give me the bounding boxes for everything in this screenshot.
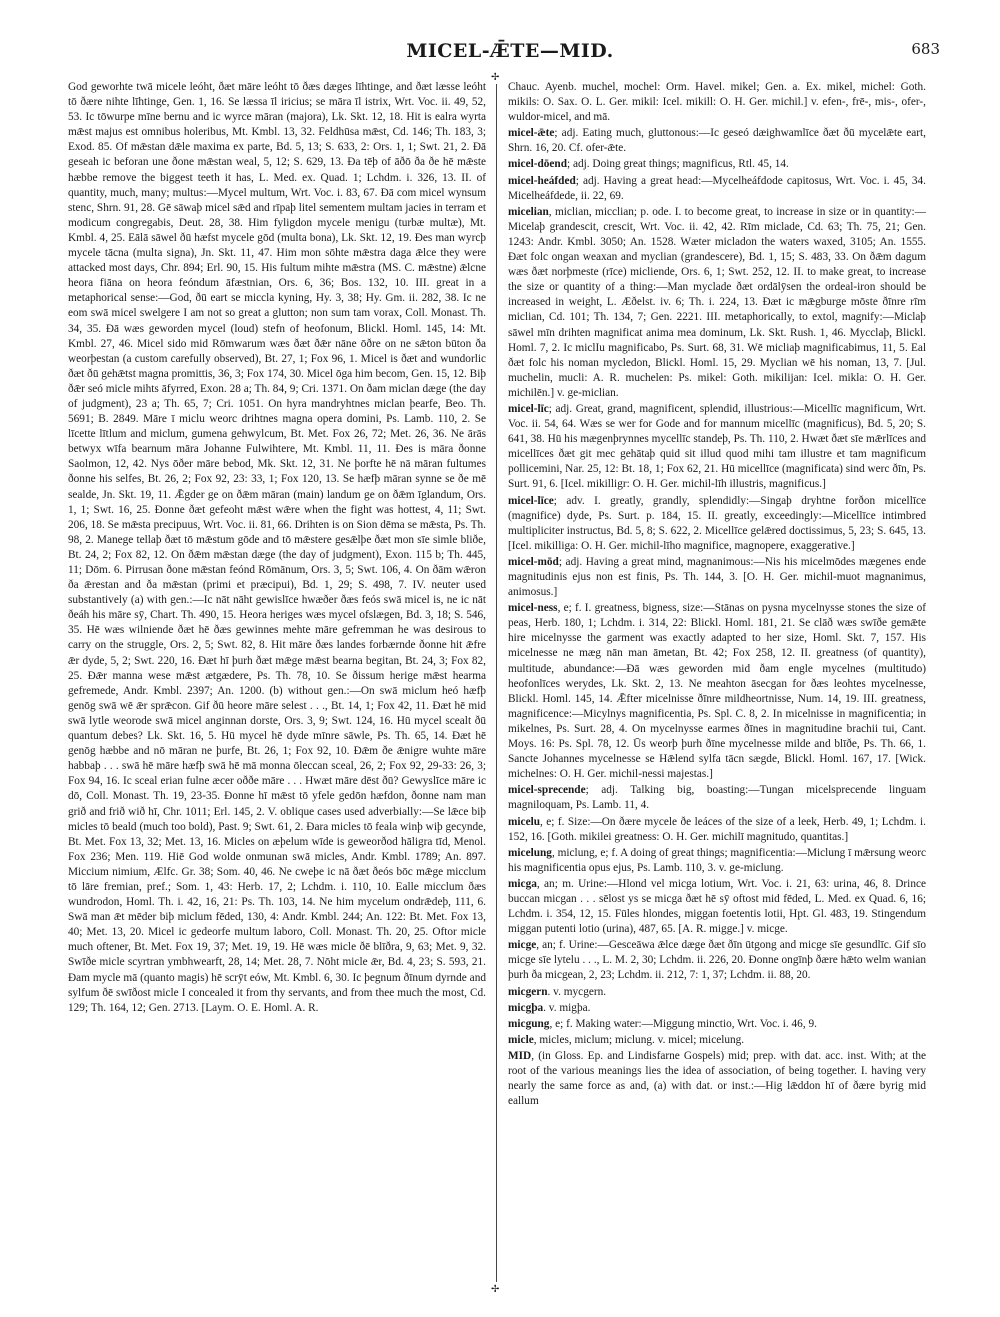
headword: micel-ness [508,602,558,615]
right-column [508,80,926,1288]
headword: micel-dōend [508,158,567,171]
headword: micel-ǣte [508,127,555,140]
headword: micelian [508,205,549,218]
headword: micga [508,877,537,890]
entry-mid: MID, (in Gloss. Ep. and Lindisfarne Gospels) mid; prep. with dat. acc. inst. With; at the root of the various meanings lies the idea of association, of being together. I. having very nearly the same force as and, (a) with dat. or inst.:—Hig lǣddon hī of ðære byrig mid eallum [508,1049,926,1108]
entry-continuation: Chauc. Ayenb. muchel, mochel: Orm. Havel. mikel; Gen. a. Ex. mikel, michel: Goth. mikils: O. Sax. O. L. Ger. mikil: Icel. mikill: O. H. Ger. michil.] v. efen-, frē-, mis-, ofer-, wuldor-micel, and mā. [508,81,926,124]
page-header [60,40,960,70]
headword: micgung [508,1017,550,1030]
headword: MID [508,1049,532,1062]
entry-micel-heafded: micel-heáfded; adj. Having a great head:—Mycelheáfdode capitosus, Wrt. Voc. i. 45, 34. Micelheáfdede, ii. 22, 69. [508,174,926,202]
entry-micge: micge, an; f. Urine:—Gesceāwa ǣlce dæge ðæt ðīn ūtgong and micge sīe gesundlīc. Gif sīo micge sīe lytelu . . ., L. M. 2, 30; Lchdm. ii. 226, 20. Ðonne ongīnþ ðære hǣto welm wanian þurh ða micgean, 2, 23; Lchdm. ii. 212, 7: 1, 37; Lchdm. ii. 88, 20. [508,939,926,982]
entry-micle: micle, micles, miclum; miclung. v. micel; micelung. [508,1033,745,1046]
entry-micgern: micgern. v. mycgern. [508,985,607,998]
headword: micle [508,1033,534,1046]
page-number: 683 [911,40,940,58]
entry-micga: micga, an; m. Urine:—Hlond vel micga lotium, Wrt. Voc. i. 21, 63: urina, 46, 8. Drince buccan micgan . . . sēlost ys se micga ðæt hē sȳ oftost mid fēded, L. Med. ex Quad. 6, 16; Lchdm. i. 354, 12, 15. Fūles hlondes, miggan foetentis lotii, Hpt. Gl. 483, 19. Stingendum miggan putenti lotio (urina), 487, 65. [A. R. migge.] v. micge. [508,877,926,936]
headword: micel-mōd [508,555,559,568]
headword: micelu [508,815,540,828]
headword: micel-sprecende [508,784,586,797]
entry-micel-lice: micel-līce; adv. I. greatly, grandly, splendidly:—Singaþ dryhtne forðon micellīce (magnifice) dyde, Ps. Surt. p. 184, 15. II. greatly, exceedingly:—Micellīce intimbred multipliciter instructus, Bd. 5, 8; S. 622, 2. Micellīce gelǣred doctissimus, 5, 23; S. 645, 13. [Icel. mikilliga: O. H. Ger. michil-līho magnifice, magnopere, exaggerative.] [508,494,926,552]
entry-micgtha: micgþa. v. migþa. [508,1001,591,1014]
entry-micel-doend: micel-dōend; adj. Doing great things; magnificus, Rtl. 45, 14. [508,158,789,171]
entry-micelung: micelung, miclung, e; f. A doing of great things; magnificentia:—Miclung ī mǣrsung weorc his magnificentia opus ejus, Ps. Lamb. 110, 3. v. ge-miclung. [508,846,926,874]
entry-micel-ness: micel-ness, e; f. I. greatness, bigness, size:—Stānas on pysna mycelnysse stones the size of peas, Herb. 180, 1; Lchdm. i. 314, 22: Blickl. Homl. 181, 21. Se clāð wæs swīðe gemǣte hire micelnysse the garment was exactly adapted to her size, Homl. Skt. 7, 157. His micelnesse ne mæg nān man āmetan, Bt. 42; Fox 258, 12. II. greatness (of quantity), multitude, abundance:—Ðā wæs geworden mid ðam engle mycelnes (multitudo) heofonlīces werydes, Lk. Skt. 2, 13. Ne meahton āsecgan for ðæs leohtes mycelnesse, Blickl. Homl. 145, 14. Ǣfter micelnisse ðīnre mildheortnisse, Num. 14, 19. III. greatness, magnificence:—Micylnys magnificentia, Ps. Spl. C. 8, 2. In micelnisse in magnificentia; in mikelnes, Ps. Surt. 28, 4. On mycelnysse earmes ðīnes in magnitudine brachii tui, Cant. Moys. 16: Ps. Spl. 78, 12. Ūs weorþ þurh ðīne mycelnesse milde and blīðe, Ps. Th. 66, 1. Sancte Johannes mycelnesse se Hǣlend sylfa tācn sægde, Blickl. Homl. 167, 17. [Wick. michelnes: O. H. Ger. michil-nessi majestas.] [508,602,926,781]
entry-micel-mod: micel-mōd; adj. Having a great mind, magnanimous:—Nis his micelmōdes mægenes ende magnitudinis ejus non est finis, Ps. Th. 144, 3. [O. H. Ger. michil-muot magnanimus, animosus.] [508,555,926,599]
column-divider [496,84,497,1282]
headword: micelung [508,846,552,859]
left-column-text: God geworhte twā micele leóht, ðæt māre leóht tō ðæs dæges līhtinge, and ðæt læsse leóht tō ðære nihte līhtinge, Gen. 1, 16. Se læssa īl iricius; se māra īl istrix, Wrt. Voc. ii. 49, 52, 53. Ic tōwurpe mīne bernu and ic wyrce māran (majora), Lk. Skt. 12, 18. Hit is ealra wyrta mǣst majus est omnibus holeribus, Mt. Kmbl. 13, 32. Feldhūsa mǣst, Cd. 146; Th. 183, 3; Exod. 85. Of mǣstan dǣle maxima ex parte, Bd. 5, 13; S. 633, 2: Ors. 1, 1; Swt. 21, 2. Ðā geseah ic beforan une ðone mǣstan weal, 5, 12; S. 629, 13. Ða tēþ of āðō ða ðe hē mǣste hæbbe remove the biggest teeth it has, L. Med. ex. Quad. 1; Lchdm. i. 326, 13. II. of quantity, much, many; multus:—Mycel multum, Wrt. Voc. i. 83, 67. Ðā com micel wynsum stenc, Shrn. 91, 28. Gē sāwaþ micel sǣd and rīpaþ litel sementem multam jacies in terram et modicum congregabis, Deut. 28, 38. Him fyligdon mycele menigu (turbæ multæ), Mt. Kmbl. 4, 25. Eālā sāwel ðū hæfst mycele gōd (multa bona), Lk. Skt. 12, 19. Ðes man wyrcþ mycele tācna (multa signa), Jn. Skt. 11, 47. Him mon sōhte mǣstra daga ǣlce they were attacked most days, Chr. 894; Erl. 90, 15. His fultum mihte mǣstra (MS. C. mǣstne) ǣlcne heora fiāna on heora feóndum āfæstnian, Ors. 6, 36; Bos. 132, 10. III. great in a metaphorical sense:—God, ðū eart se miccla kyning, Hy. 3, 38; Hy. Gm. ii. 282, 38. Ic ne eom swā micel swelgere I am not so great a glutton; non sum tam vorax, Coll. Monast. Th. 34, 35. Ðā wæs geworden mycel (loud) stefn of heofonum, Blickl. Homl. 145, 14: Mt. Kmbl. 27, 46. Micel sido mid Rōmwarum wæs ðæt ðǣr nāne ōðre on ne sǣton būton ða weorþestan (a custom carefully observed), Bt. 27, 1; Fox 96, 1. Micel is ðæt and wundorlic ðæt ðū gehǣtst magna promittis, 36, 3; Fox 174, 30. Micel ōga him becom, Gen. 15, 12. Biþ ðǣr seó micle mihts āfyrred, Exon. 28 a; Th. 84, 9; Cri. 1371. On ðam miclan dæge (the day of judgment), 23 a; Th. 65, 7; Cri. 1051. On hyra mandryhtnes miclan þearfe, Beo. Th. 5691; B. 2849. Māre ī miclu weorc drihtnes magna opera domini, Ps. Lamb. 110, 2. Se līcette lītlum and miclum, gumena gehwylcum, Bt. Met. Fox 26, 72; Met. 26, 36. Ne ārās betwyx wīfa bearnum māra Johanne Fulwihtere, Mt. Kmbl. 11, 11. Ðes is māra ðonne Saolmon, 12, 42. Nys ōðer māre bebod, Mk. Skt. 12, 31. Ne þorfte hē nā māran fultumes ðonne his selfes, Bt. 26, 2; Fox 92, 23: 33, 1; Fox 120, 13. Se hæfþ māran synne se ðe mē sealde, Jn. Skt. 19, 11. Ǣgder ge on ðǣm māran (main) landum ge on ðǣm īglandum, Ors. 1, 1; Swt. 16, 25. Ðonne ðæt gefeoht mǣst wǣre when the fight was hottest, 4, 11; Swt. 206, 18. Se mǣsta precipuus, Wrt. Voc. ii. 81, 66. Drihten is on Sion dēma se mǣsta, Ps. Th. 98, 2. Manege tellaþ ðæt tō mǣstum gōde and tō mǣstere gesǣlþe ðæt mon sīe simle bliðe, Bt. 24, 2; Fox 82, 12. On ðǣm mǣstan dæge (the day of judgment), Exon. 115 b; Th. 445, 11; Dōm. 6. Pirrusan ðone mǣstan feónd Rōmānum, Ors. 3, 5; Swt. 106, 4. On ðām wǣron ða ǣrestan and ða mǣstan (primi et præcipui), Bd. 1, 29; S. 498, 7. IV. neuter used substantively (a) with gen.:—Ic nāt nāht gewislīce hwæðer ðæs feós swā micel is, ne ic nāt ðeáh his māre sȳ, Chart. Th. 490, 15. Heora heriges wæs mycel ofslægen, Bd. 3, 18; S. 546, 35. Hē wæs wilniende ðæt hē ðæs gewinnes mehte māre gefremman he was desirous to carry on the struggle, Ors. 2, 5; Swt. 82, 8. Hit māre ðæs landes forbærnde ðonne hit ǣfre ǣr dyde, 5, 2; Swt. 220, 16. Ðæt hī þurh ðæt mǣge mǣst bearna begitan, Bt. 24, 3; Fox 82, 25. Ðǣr manna wese mǣst ætgædere, Ps. Th. 78, 10. Se ðissum herige mǣst hearma gefremede, Andr. Kmbl. 2397; An. 1200. (b) without gen.:—On swā miclum heó hæfþ genōg swā wē ǣr sprǣcon. Gif ðū heore māre selest . . ., Bt. 14, 1; Fox 42, 11. Ðæt hē mid swā lytle weorode swā micel anginnan dorste, Ors. 3, 9; Swt. 124, 16. Hū mycel scealt ðū quantum debes? Lk. Skt. 16, 5. Hū mycel hē dyde mīnre sāwle, Ps. Th. 65, 14. Ðæt hē genōg hæbbe and nō māran ne þurfe, Bt. 26, 1; Fox 92, 10. Ðǣm ðe ǣnigre wuhte māre habbaþ . . . swā hē māre hæfþ swā hē mā monna ōleccan sceal, 26, 2; Fox 92, 29-33: 26, 3; Fox 94, 16. Ic sceal erian fulne æcer oððe māre . . . Hwæt māre dēst ðū? Gewyslīce māre ic dō, Coll. Monast. Th. 19, 23-35. Ðonne hī mǣst tō yfele gedōn hæfdon, ðonne nam man grið and frið wið hī, Chr. 1011; Erl. 145, 2. V. oblique cases used adverbially:—Se lǣce biþ micles tō beald (much too bold), Past. 9; Swt. 61, 2. Ðara micles tō feala winþ wiþ gecynde, Bt. Met. Fox 13, 32; Met. 13, 16. Micles on æþelum wīde is geweorðod hāligra tīd, Menol. Fox 236; Men. 119. Hiē God wolde onmunan swā micles, Andr. Kmbl. 1789; An. 897. Miccium nimium, Ælfc. Gr. 38; Som. 40, 46. Ne cweþe ic nā ðæt ðeós bōc mǣge micclum tō lāre fremian, pref.; Som. 1, 43: Herb. 17, 2; Lchdm. i. 110, 10. Ealle micclum ðæs wundrodon, Homl. Th. i. 42, 16, 21: Ps. Th. 103, 14. Ne him mycelum ondrǣdeþ, 111, 6. Swā man ǣt mēder biþ miclum fēded, 130, 4: Andr. Kmbl. 244; An. 122: Bt. Met. Fox 13, 40; Met. 13, 20. Micel ic gedeorfe multum laboro, Coll. Monast. Th. 20, 25. Oftor micle much oftener, Bt. Met. Fox 19, 37; Met. 19, 19. Hē wæs micle ðē blīðra, 9, 63; Met. 9, 32. Swīðe micle scyrtran ymbhwearft, 28, 14; Met. 28, 7. Nōht micle ǣr, Bd. 4, 23; S. 593, 21. Ðam mycle mā (quanto magis) hē scrȳt eów, Mt. Kmbl. 6, 30. Ic þegnum ðīnum dyrnde and sylfum ðē swīðost micle I concealed it from thy servants, and from thee much the most, Cd. 129; Th. 164, 12; Gen. 2713. [Laym. O. E. Homl. A. R. [68,81,486,1014]
entry-micelu: micelu, e; f. Size:—On ðære mycele ðe leáces of the size of a leek, Herb. 49, 1; Lchdm. i. 152, 16. [Goth. mikilei greatness: O. H. Ger. michilī magnitudo, quantitas.] [508,815,926,843]
column-divider-ornament-bottom: ✢ [491,1284,500,1295]
running-head: MICEL-ǢTE—MID. [406,40,614,62]
entry-micelian: micelian, miclian, micclian; p. ode. I. to become great, to increase in size or in quantity:—Micelaþ grandescit, crescit, Wrt. Voc. ii. 42, 42. Rīm miclade, Cd. 63; Th. 75, 21; Gen. 1243: Andr. Kmbl. 3050; An. 1528. Wæter micladon the waters waxed, 3105; An. 1555. Ðæt folc ongan weaxan and myclian (grandescere), Bd. 1, 15; S. 483, 33. On ðǣm dagum wæs ðæt norþmeste (rīce) micliende, Ors. 6, 1; Swt. 252, 12. II. to make great, to increase the size or quantity of a thing:—Man myclade ðæt ordālȳsen the ordeal-iron should be increased in weight, L. Æðelst. iv. 6; Th. i. 224, 13. Ðæt ic mǣgburge mōste ðīnre rīm miclian, Cd. 101; Th. 134, 7; Gen. 2221. III. metaphorically, to extol, magnify:—Miclaþ sāwel mīn drihten magnificat anima mea dominum, Lk. Skt. Rush. 1, 46. Mycclaþ, Blickl. Homl. 7, 2. Ic miclIu magnificabo, Ps. Surt. 68, 31. Wē micliaþ magnificabimus, 11, 5. Eal ðæt folc his noman mycledon, Blickl. Homl. 15, 29. Myclian wē his noman, 13, 7. [Jul. muchelin, mucli: A. R. muchelen: Ps. mikel: Goth. mikilijan: Icel. mikla: O. H. Ger. michilēn.] v. ge-miclian. [508,205,926,399]
column-divider-ornament-top: ✢ [491,72,500,83]
entry-micel-aete: micel-ǣte; adj. Eating much, gluttonous:—Ic geseó dæighwamlīce ðæt ðū mycelǣte eart, Shrn. 16, 20. Cf. ofer-ǣte. [508,127,926,155]
headword: micel-līce [508,494,554,507]
headword: micgþa [508,1001,544,1014]
entry-micel-lic: micel-līc; adj. Great, grand, magnificent, splendid, illustrious:—Micellīc magnificum, Wrt. Voc. ii. 54, 64. Wæs se wer for Gode and for mannum micellīc (magnificus), Bd. 5, 20; S. 641, 38. Hū his mægenþrynnes mycellīc standeþ, Ps. Th. 110, 2. Hwæt ðæt sīe mǣrlīces and micellīces ðæt git mec gehātaþ quid sit illud quod mihi tam illustre et tam magnificum pollicemini, Nar. 25, 12: Bt. 18, 1; Fox 62, 21. Hū micellīce (magnificata) sind werc ðīn, Ps. Surt. 91, 6. [Icel. mikilligr: O. H. Ger. michil-līh illustris, magnificus.] [508,402,926,491]
headword: micgern [508,985,548,998]
entry-micel-sprecende: micel-sprecende; adj. Talking big, boasting:—Tungan micelsprecende linguam magniloquam, Ps. Lamb. 11, 4. [508,784,926,812]
headword: micel-heáfded [508,174,576,187]
headword: micel-līc [508,402,549,415]
headword: micge [508,939,537,952]
left-column [68,80,486,1288]
entry-micgung: micgung, e; f. Making water:—Miggung minctio, Wrt. Voc. i. 46, 9. [508,1017,817,1030]
